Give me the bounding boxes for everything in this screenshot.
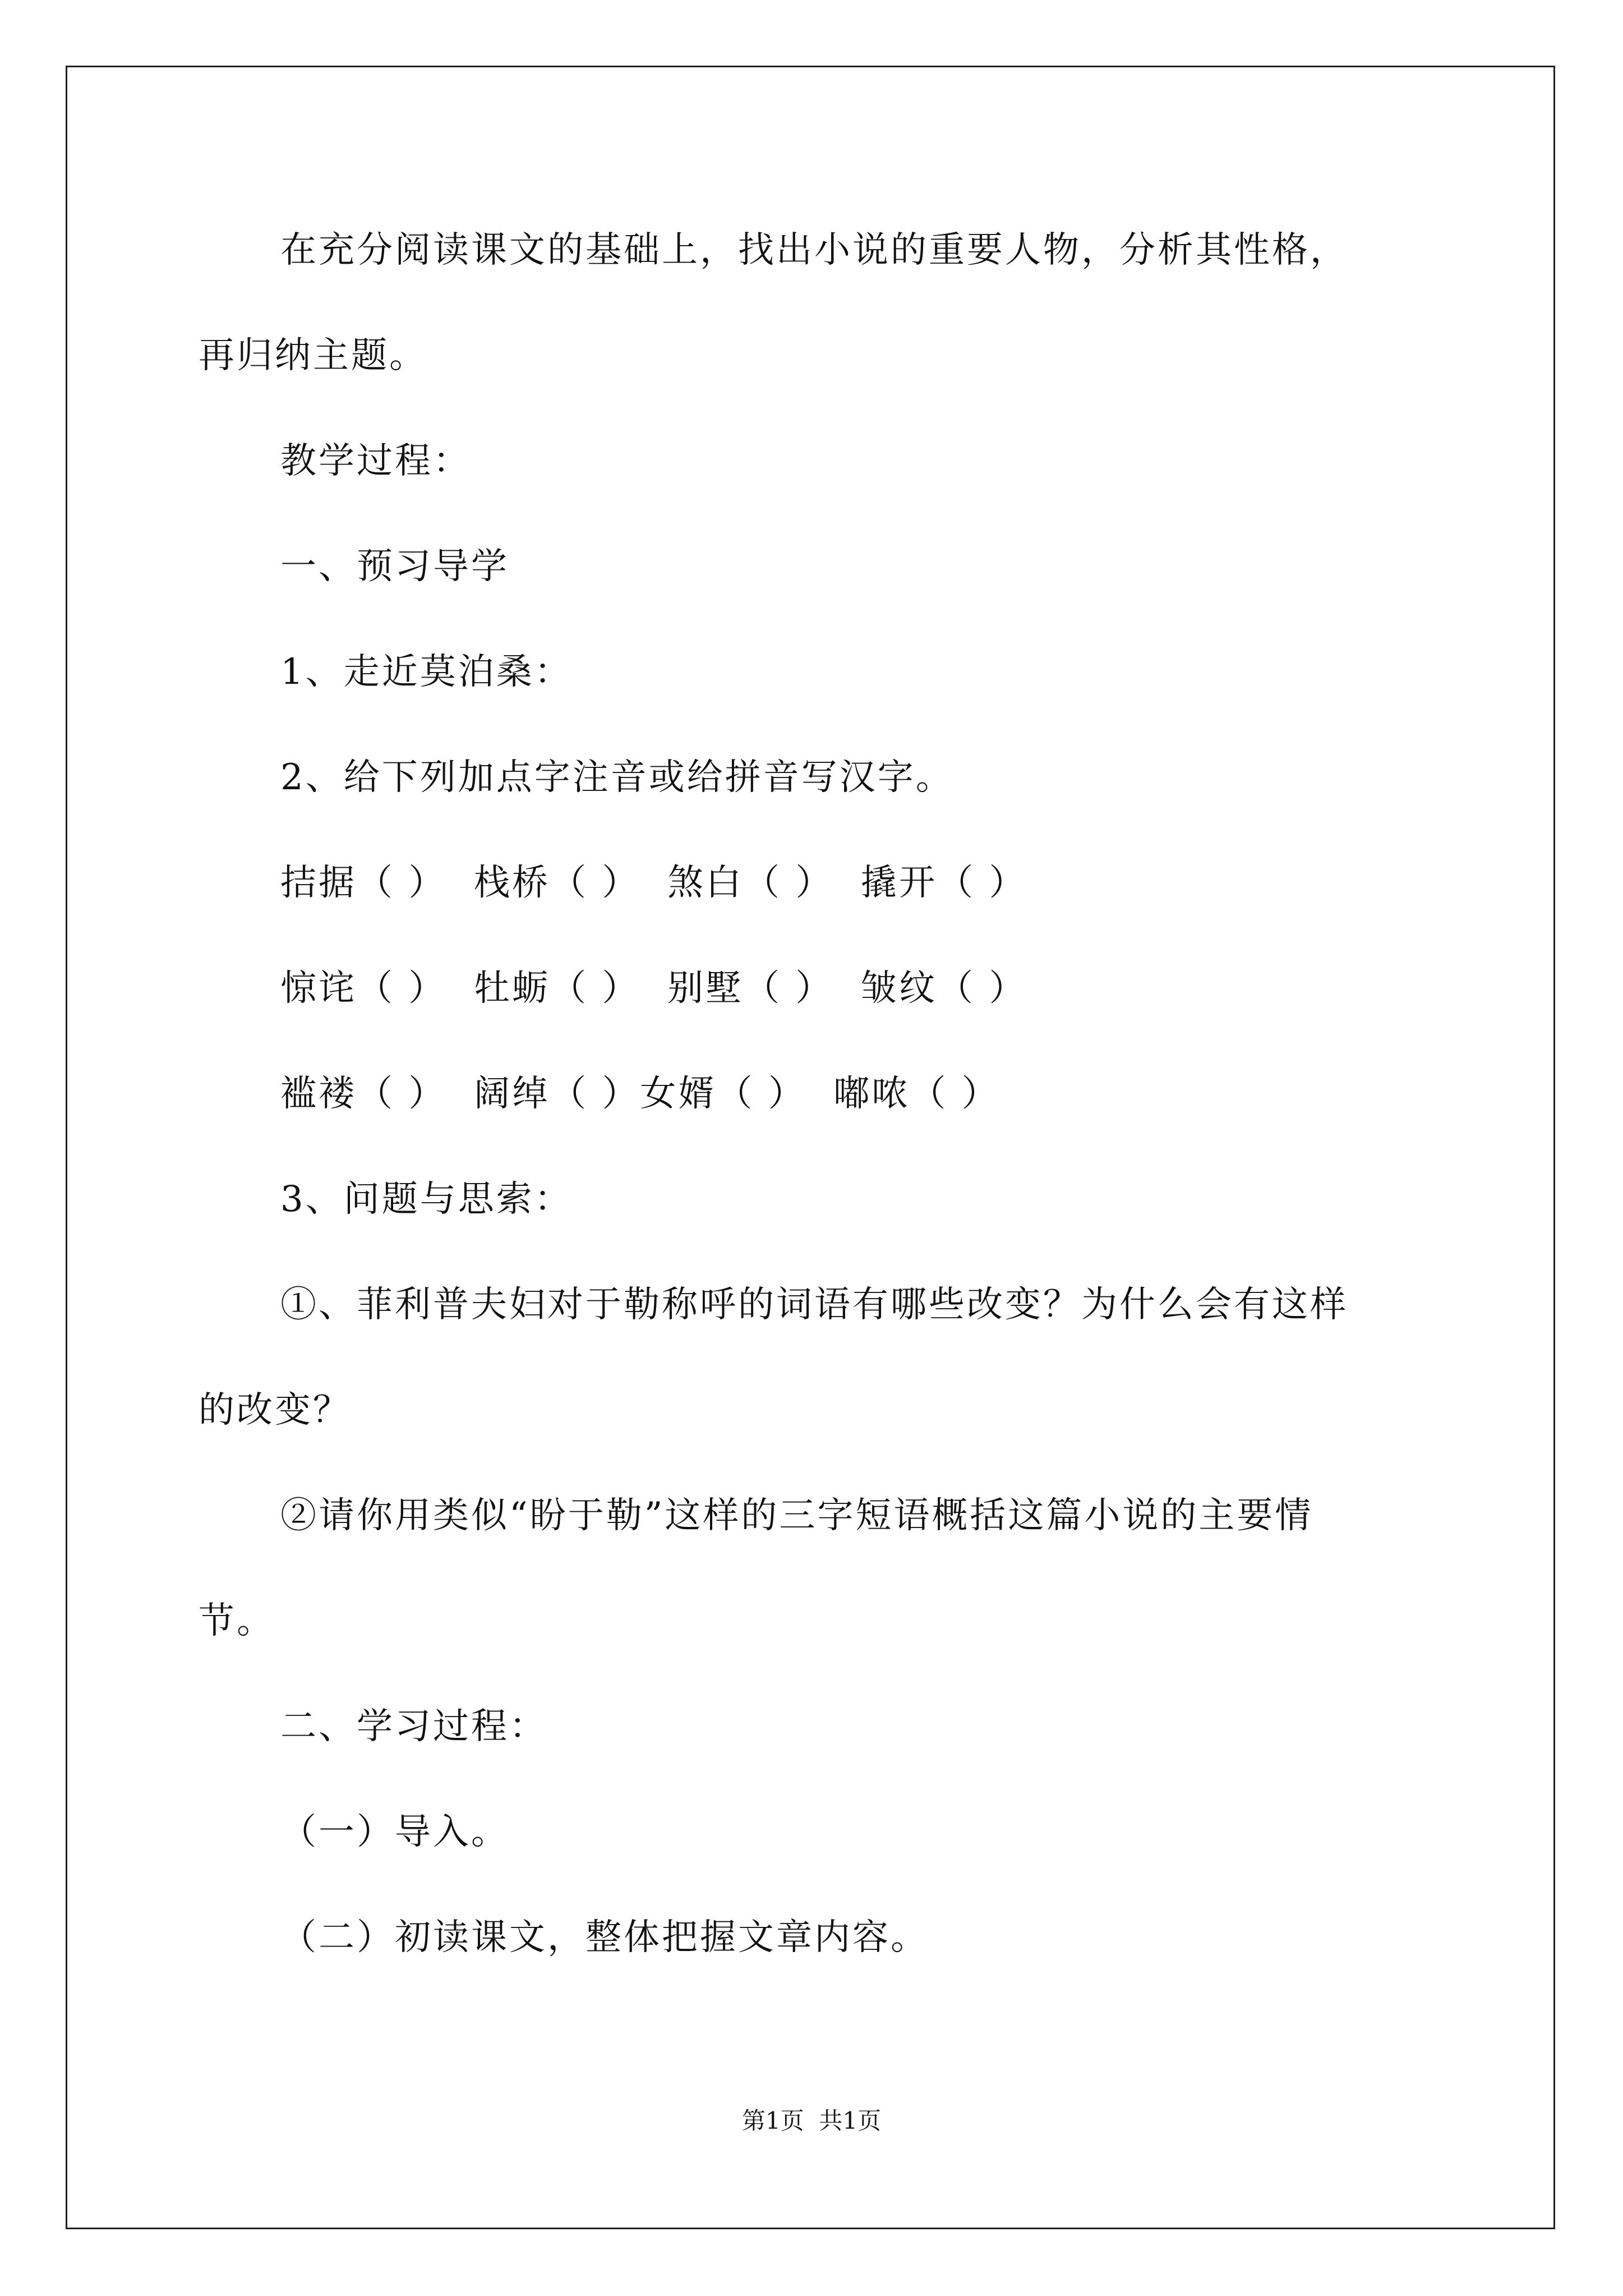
page-border xyxy=(66,66,1555,2229)
heading-teaching-process: 教学过程： xyxy=(280,440,471,482)
paragraph-objective-line2: 再归纳主题。 xyxy=(199,335,427,376)
item-approach-maupassant: 1、走近莫泊桑： xyxy=(280,651,573,693)
paragraph-objective-line1: 在充分阅读课文的基础上，找出小说的重要人物，分析其性格， xyxy=(280,229,1348,271)
question-2-line2: 节。 xyxy=(199,1600,275,1642)
vocab-row-1: 拮据（ ） 栈桥（ ） 煞白（ ） 撬开（ ） xyxy=(280,862,1027,904)
item-pinyin-task: 2、给下列加点字注音或给拼音写汉字。 xyxy=(280,757,954,798)
vocab-row-2: 惊诧（ ） 牡蛎（ ） 别墅（ ） 皱纹（ ） xyxy=(280,968,1027,1009)
question-2-line1: ②请你用类似“盼于勒”这样的三字短语概括这篇小说的主要情 xyxy=(280,1495,1313,1536)
item-questions: 3、问题与思索： xyxy=(280,1179,573,1220)
step-first-reading: （二）初读课文，整体把握文章内容。 xyxy=(280,1917,929,1958)
step-introduction: （一）导入。 xyxy=(280,1811,509,1853)
heading-preview: 一、预习导学 xyxy=(280,546,509,587)
page-footer: 第1页 共1页 xyxy=(741,2107,882,2134)
question-1-line1: ①、菲利普夫妇对于勒称呼的词语有哪些改变？为什么会有这样 xyxy=(280,1284,1348,1326)
question-1-line2: 的改变？ xyxy=(199,1389,351,1431)
heading-learning-process: 二、学习过程： xyxy=(280,1706,547,1747)
vocab-row-3: 褴褛（ ） 阔绰（ ）女婿（ ） 嘟哝（ ） xyxy=(280,1073,1000,1115)
